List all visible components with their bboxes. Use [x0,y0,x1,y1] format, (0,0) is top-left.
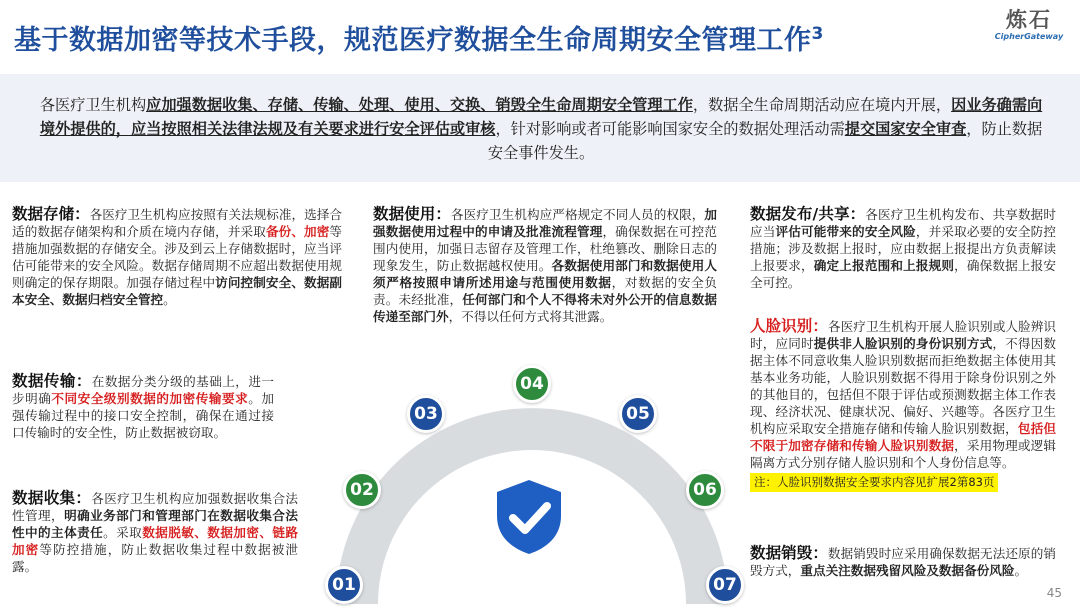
step-06-circle: 06 [686,471,724,509]
logo-text-en: CipherGateway [994,32,1064,41]
page-number: 45 [1046,586,1062,600]
step-01-circle: 01 [325,566,363,604]
intro-paragraph: 各医疗卫生机构应加强数据收集、存储、传输、处理、使用、交换、销毁全生命周期安全管理工作，数据全生命周期活动应在境内开展，因业务确需向境外提供的，应当按照相关法律法规及有关要求进行安全评估或审核，针对影响或者可能影响国家安全的数据处理活动需提交国家安全审查，防止数据安全事件发生。 [39,96,1043,162]
step-04-circle: 04 [513,365,551,403]
logo-text-cn: 炼石 [1006,8,1052,32]
step-05-circle: 05 [619,395,657,433]
step-07-circle: 07 [706,566,744,604]
face-recognition-note: 注：人脸识别数据安全要求内容见扩展2第83页 [750,473,998,492]
step-02-circle: 02 [343,471,381,509]
section-data-storage: 数据存储：各医疗卫生机构应按照有关法规标准，选择合适的数据存储架构和介质在境内存储，并采取备份、加密等措施加强数据的存储安全。涉及到云上存储数据时，应当评估可能带来的安全风险。数据存储周期不应超出数据使用规则确定的保存期限。加强存储过程中访问控制安全、数据副本安全、数据归档安全管控。 [12,205,343,307]
page-title: 基于数据加密等技术手段，规范医疗数据全生命周期安全管理工作$^3$ [14,24,824,56]
section-face-recognition: 人脸识别：各医疗卫生机构开展人脸识别或人脸辨识时，应同时提供非人脸识别的身份识别方式，不得因数据主体不同意收集人脸识别数据而拒绝数据主体使用其基本业务功能，人脸识别数据不得用于除身份识别之外的其他目的，包括但不限于评估或预测数据主体工作表现、经济状况、健康状况、偏好、兴趣等。各医疗卫生机构应采取安全措施存储和传输人脸识别数据，包括但不限于加密存储和传输人脸识别数据，采用物理或逻辑隔离方式分别存储人脸识别和个人身份信息等。 注：人脸识别数据安全要求内容见扩展2第83页 [750,318,1056,492]
section-data-collection: 数据收集：各医疗卫生机构应加强数据收集合法性管理，明确业务部门和管理部门在数据收集合法性中的主体责任。采取数据脱敏、数据加密、链路加密等防控措施，防止数据收集过程中数据被泄露。 [12,489,299,574]
step-03-circle: 03 [407,395,445,433]
section-data-publish-share: 数据发布/共享：各医疗卫生机构发布、共享数据时应当评估可能带来的安全风险，并采取必要的安全防控措施；涉及数据上报时，应由数据上报提出方负责解读上报要求，确定上报范围和上报规则，确保数据上报安全可控。 [750,205,1057,290]
section-data-usage: 数据使用：各医疗卫生机构应严格规定不同人员的权限，加强数据使用过程中的申请及批准流程管理，确保数据在可控范围内使用，加强日志留存及管理工作，杜绝篡改、删除日志的现象发生，防止数据越权使用。各数据使用部门和数据使用人须严格按照申请所述用途与范围使用数据，对数据的安全负责。未经批准，任何部门和个人不得将未对外公开的信息数据传递至部门外，不得以任何方式将其泄露。 [373,205,718,324]
shield-check-icon [493,478,565,556]
section-data-transfer: 数据传输：在数据分类分级的基础上，进一步明确不同安全级别数据的加密传输要求。加强传输过程中的接口安全控制，确保在通过接口传输时的安全性，防止数据被窃取。 [12,372,275,440]
section-data-destruction: 数据销毁：数据销毁时应采用确保数据无法还原的销毁方式，重点关注数据残留风险及数据备份风险。 [750,544,1056,578]
